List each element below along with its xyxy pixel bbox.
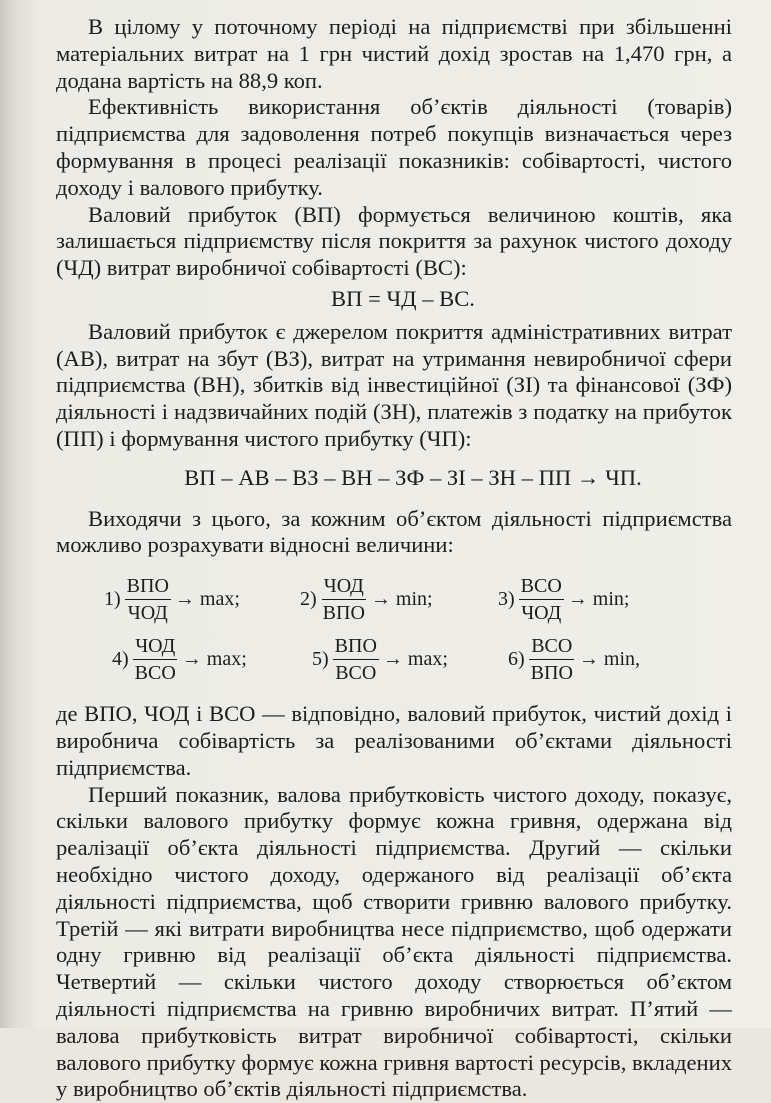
ratio-label: 4)	[112, 647, 129, 670]
paragraph-relative-values-intro: Виходячи з цього, за кожним об’єктом діяльності підприємства можливо розрахувати відносні величини:	[56, 505, 732, 558]
ratio-fraction	[333, 634, 379, 685]
ratio-target: → min,	[578, 647, 641, 670]
ratio-target: → max;	[174, 587, 240, 610]
ratio-numerator: ВСО	[519, 574, 564, 600]
page-content	[56, 14, 732, 1103]
ratio-denominator: ЧОД	[521, 601, 562, 624]
ratio-target: → max;	[181, 647, 247, 670]
ratio-target: → max;	[382, 647, 448, 670]
ratio-1	[104, 571, 240, 627]
ratio-4	[112, 631, 247, 687]
paragraph-gross-profit-definition: Валовий прибуток (ВП) формується величиною коштів, яка залишається підприємству після покриття за рахунок чистого доходу (ЧД) витрат виробничої собівартості (ВС):	[56, 201, 732, 281]
formula-gross-profit: ВП = ЧД – ВС.	[331, 285, 475, 311]
ratio-denominator: ЧОД	[127, 601, 168, 624]
formula-net-profit-chain: ВП – АВ – ВЗ – ВН – ЗФ – ЗІ – ЗН – ПП → ЧП.	[184, 464, 642, 490]
ratio-numerator: ВСО	[529, 634, 574, 660]
ratio-label: 5)	[312, 647, 329, 670]
ratio-numerator: ЧОД	[322, 574, 366, 600]
ratio-label: 3)	[498, 587, 515, 610]
ratio-formulas	[56, 571, 732, 689]
ratio-6	[508, 631, 640, 687]
ratio-fraction	[519, 574, 564, 625]
ratio-numerator: ВПО	[333, 634, 379, 660]
ratio-5	[312, 631, 448, 687]
paragraph-indicator-explanation: Перший показник, валова прибутковість чистого доходу, показує, скільки валового прибутку формує кожна гривня, одержана від реалізації об’єкта діяльності підприємства. Другий — скільки необхідно чистого доходу, одержаного від реалізації об’єкта діяльності підприємства, щоб створити гривню валового прибутку. Третій — які витрати виробництва несе підприємство, щоб одержати одну гривню від реалізації об’єкта діяльності підприємства. Четвертий — скільки чистого доходу створюється об’єктом діяльності підприємства на гривню виробничих витрат. П’ятий — валова прибутковість витрат виробничої собівартості, скільки валового прибутку формує кожна гривня вартості ресурсів, вкладених у виробництво об’єктів діяльності підприємства.	[56, 781, 732, 1102]
paragraph-abbreviation-legend: де ВПО, ЧОД і ВСО — відповідно, валовий прибуток, чистий дохід і виробнича собівартість за реалізованими об’єктами діяльності підприємства.	[56, 701, 732, 780]
ratio-label: 1)	[104, 587, 121, 610]
ratio-fraction	[321, 574, 367, 625]
paragraph-efficiency: Ефективність використання об’єктів діяльності (товарів) підприємства для задоволення потреб покупців визначається через формування в процесі реалізації показників: собівартості, чистого доходу і валового прибутку.	[56, 94, 732, 200]
paragraph-material-costs: В цілому у поточному періоді на підприємстві при збільшенні матеріальних витрат на 1 грн чистий дохід зростав на 1,470 грн, а додана вартість на 88,9 коп.	[56, 14, 732, 93]
ratio-fraction	[133, 634, 178, 685]
ratio-label: 2)	[300, 587, 317, 610]
paragraph-gross-profit-source: Валовий прибуток є джерелом покриття адміністративних витрат (АВ), витрат на збут (ВЗ), витрат на утримання невиробничої сфери підприємства (ВН), збитків від інвестиційної (ЗІ) та фінансової (ЗФ) діяльності і надзвичайних подій (ЗН), платежів з податку на прибуток (ПП) і формування чистого прибутку (ЧП):	[56, 318, 732, 451]
ratio-fraction	[125, 574, 171, 625]
ratio-target: → min;	[567, 587, 630, 610]
ratio-denominator: ВСО	[134, 661, 176, 684]
ratio-denominator: ВПО	[322, 601, 365, 624]
ratio-denominator: ВСО	[335, 661, 377, 684]
ratio-target: → min;	[370, 587, 433, 610]
ratio-numerator: ВПО	[125, 574, 171, 600]
ratio-2	[300, 571, 433, 627]
ratio-denominator: ВПО	[530, 661, 573, 684]
ratio-fraction	[529, 634, 575, 685]
ratio-label: 6)	[508, 647, 525, 670]
ratio-3	[498, 571, 629, 627]
ratio-numerator: ЧОД	[133, 634, 177, 660]
